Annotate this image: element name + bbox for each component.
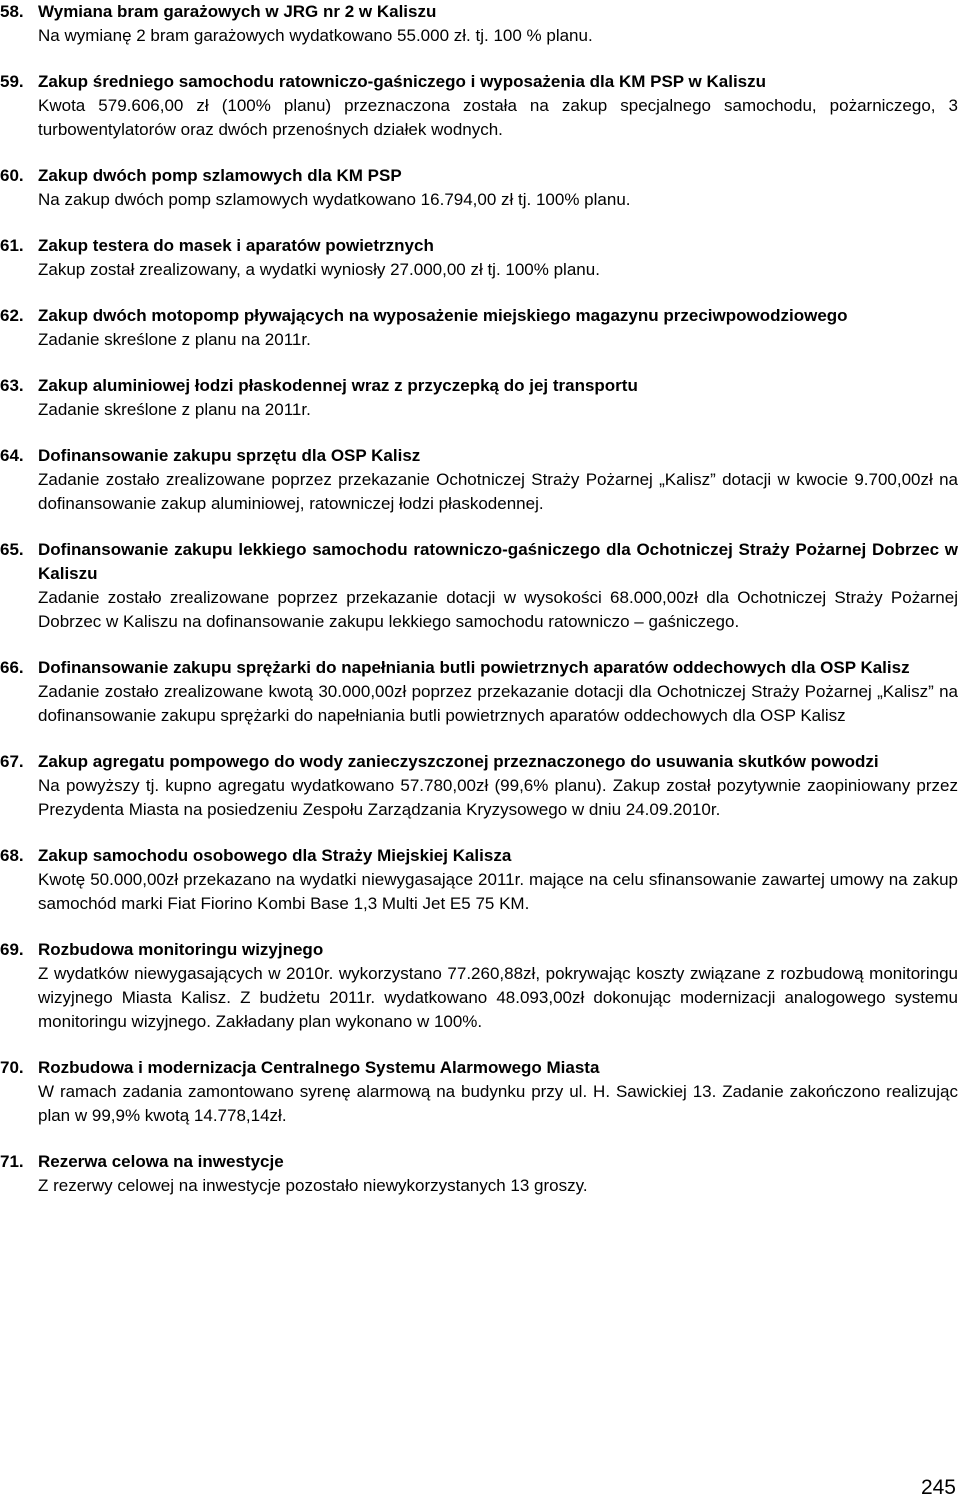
item-content bbox=[38, 374, 958, 422]
item-content bbox=[38, 750, 958, 822]
item-title: Zakup aluminiowej łodzi płaskodennej wraz z przyczepką do jej transportu bbox=[38, 376, 638, 395]
item-number: 58. bbox=[0, 2, 24, 21]
item-title: Dofinansowanie zakupu lekkiego samochodu ratowniczo-gaśniczego dla Ochotniczej Straży Pożarnej Dobrzec w Kaliszu bbox=[38, 540, 958, 583]
item-number: 71. bbox=[0, 1152, 24, 1171]
item-number: 62. bbox=[0, 306, 24, 325]
list-item bbox=[0, 938, 960, 1034]
item-body: Na wymianę 2 bram garażowych wydatkowano 55.000 zł. tj. 100 % planu. bbox=[38, 26, 593, 45]
item-content bbox=[38, 234, 958, 282]
item-title: Rozbudowa i modernizacja Centralnego Systemu Alarmowego Miasta bbox=[38, 1058, 600, 1077]
item-body: Zadanie zostało zrealizowane kwotą 30.000,00zł poprzez przekazanie dotacji dla Ochotniczej Straży Pożarnej „Kalisz” na dofinansowanie zakupu sprężarki do napełniania butli powietrznych aparatów oddechowych dla OSP Kalisz bbox=[38, 682, 958, 725]
list-item bbox=[0, 164, 960, 212]
item-content bbox=[38, 538, 958, 634]
item-number: 67. bbox=[0, 752, 24, 771]
item-content bbox=[38, 1056, 958, 1128]
item-number: 59. bbox=[0, 72, 24, 91]
item-content bbox=[38, 844, 958, 916]
item-body: Z wydatków niewygasających w 2010r. wykorzystano 77.260,88zł, pokrywając koszty związane z rozbudową monitoringu wizyjnego Miasta Kalisz. Z budżetu 2011r. wydatkowano 48.093,00zł dokonując modernizacji analogowego systemu monitoringu wizyjnego. Zakładany plan wykonano w 100%. bbox=[38, 964, 958, 1031]
list-item bbox=[0, 234, 960, 282]
item-body: Zadanie skreślone z planu na 2011r. bbox=[38, 400, 311, 419]
item-body: Zakup został zrealizowany, a wydatki wyniosły 27.000,00 zł tj. 100% planu. bbox=[38, 260, 600, 279]
item-body: Kwota 579.606,00 zł (100% planu) przeznaczona została na zakup specjalnego samochodu, pożarniczego, 3 turbowentylatorów oraz dwóch przenośnych działek wodnych. bbox=[38, 96, 958, 139]
item-title: Zakup samochodu osobowego dla Straży Miejskiej Kalisza bbox=[38, 846, 512, 865]
item-title: Zakup agregatu pompowego do wody zanieczyszczonej przeznaczonego do usuwania skutków powodzi bbox=[38, 752, 879, 771]
list-item bbox=[0, 538, 960, 634]
list-item bbox=[0, 1056, 960, 1128]
item-body: Zadanie zostało zrealizowane poprzez przekazanie dotacji w wysokości 68.000,00zł dla Ochotniczej Straży Pożarnej Dobrzec w Kaliszu na dofinansowanie zakupu lekkiego samochodu ratowniczo – gaśniczego. bbox=[38, 588, 958, 631]
item-content bbox=[38, 656, 958, 728]
item-body: Zadanie skreślone z planu na 2011r. bbox=[38, 330, 311, 349]
list-item bbox=[0, 304, 960, 352]
item-content bbox=[38, 164, 958, 212]
item-body: Zadanie zostało zrealizowane poprzez przekazanie Ochotniczej Straży Pożarnej „Kalisz” dotacji w kwocie 9.700,00zł na dofinansowanie zakup aluminiowej, ratowniczej łodzi płaskodennej. bbox=[38, 470, 958, 513]
item-title: Zakup testera do masek i aparatów powietrznych bbox=[38, 236, 434, 255]
item-number: 68. bbox=[0, 846, 24, 865]
item-content bbox=[38, 70, 958, 142]
list-item bbox=[0, 656, 960, 728]
item-number: 64. bbox=[0, 446, 24, 465]
list-item bbox=[0, 70, 960, 142]
item-body: Na zakup dwóch pomp szlamowych wydatkowano 16.794,00 zł tj. 100% planu. bbox=[38, 190, 631, 209]
item-number: 66. bbox=[0, 658, 24, 677]
list-item bbox=[0, 1150, 960, 1198]
item-title: Rozbudowa monitoringu wizyjnego bbox=[38, 940, 324, 959]
item-number: 63. bbox=[0, 376, 24, 395]
item-content bbox=[38, 938, 958, 1034]
item-number: 69. bbox=[0, 940, 24, 959]
item-number: 70. bbox=[0, 1058, 24, 1077]
list-item bbox=[0, 0, 960, 48]
item-title: Dofinansowanie zakupu sprężarki do napełniania butli powietrznych aparatów oddechowych dla OSP Kalisz bbox=[38, 658, 910, 677]
item-number: 61. bbox=[0, 236, 24, 255]
item-content bbox=[38, 304, 958, 352]
item-title: Dofinansowanie zakupu sprzętu dla OSP Kalisz bbox=[38, 446, 421, 465]
item-title: Zakup dwóch motopomp pływających na wyposażenie miejskiego magazynu przeciwpowodziowego bbox=[38, 306, 848, 325]
item-content bbox=[38, 0, 958, 48]
item-number: 60. bbox=[0, 166, 24, 185]
item-content bbox=[38, 444, 958, 516]
item-title: Zakup średniego samochodu ratowniczo-gaśniczego i wyposażenia dla KM PSP w Kaliszu bbox=[38, 72, 767, 91]
item-body: Na powyższy tj. kupno agregatu wydatkowano 57.780,00zł (99,6% planu). Zakup został pozytywnie zaopiniowany przez Prezydenta Miasta na posiedzeniu Zespołu Zarządzania Kryzysowego w dniu 24.09.2010r. bbox=[38, 776, 958, 819]
list-item bbox=[0, 750, 960, 822]
item-title: Zakup dwóch pomp szlamowych dla KM PSP bbox=[38, 166, 402, 185]
item-title: Rezerwa celowa na inwestycje bbox=[38, 1152, 284, 1171]
list-item bbox=[0, 844, 960, 916]
list-item bbox=[0, 444, 960, 516]
item-content bbox=[38, 1150, 958, 1198]
page-number: 245 bbox=[920, 1476, 956, 1499]
item-number: 65. bbox=[0, 540, 24, 559]
item-title: Wymiana bram garażowych w JRG nr 2 w Kaliszu bbox=[38, 2, 437, 21]
item-body: W ramach zadania zamontowano syrenę alarmową na budynku przy ul. H. Sawickiej 13. Zadanie zakończono realizując plan w 99,9% kwotą 14.778,14zł. bbox=[38, 1082, 958, 1125]
item-body: Z rezerwy celowej na inwestycje pozostało niewykorzystanych 13 groszy. bbox=[38, 1176, 588, 1195]
list-item bbox=[0, 374, 960, 422]
item-body: Kwotę 50.000,00zł przekazano na wydatki niewygasające 2011r. mające na celu sfinansowanie zawartej umowy na zakup samochód marki Fiat Fiorino Kombi Base 1,3 Multi Jet E5 75 KM. bbox=[38, 870, 958, 913]
